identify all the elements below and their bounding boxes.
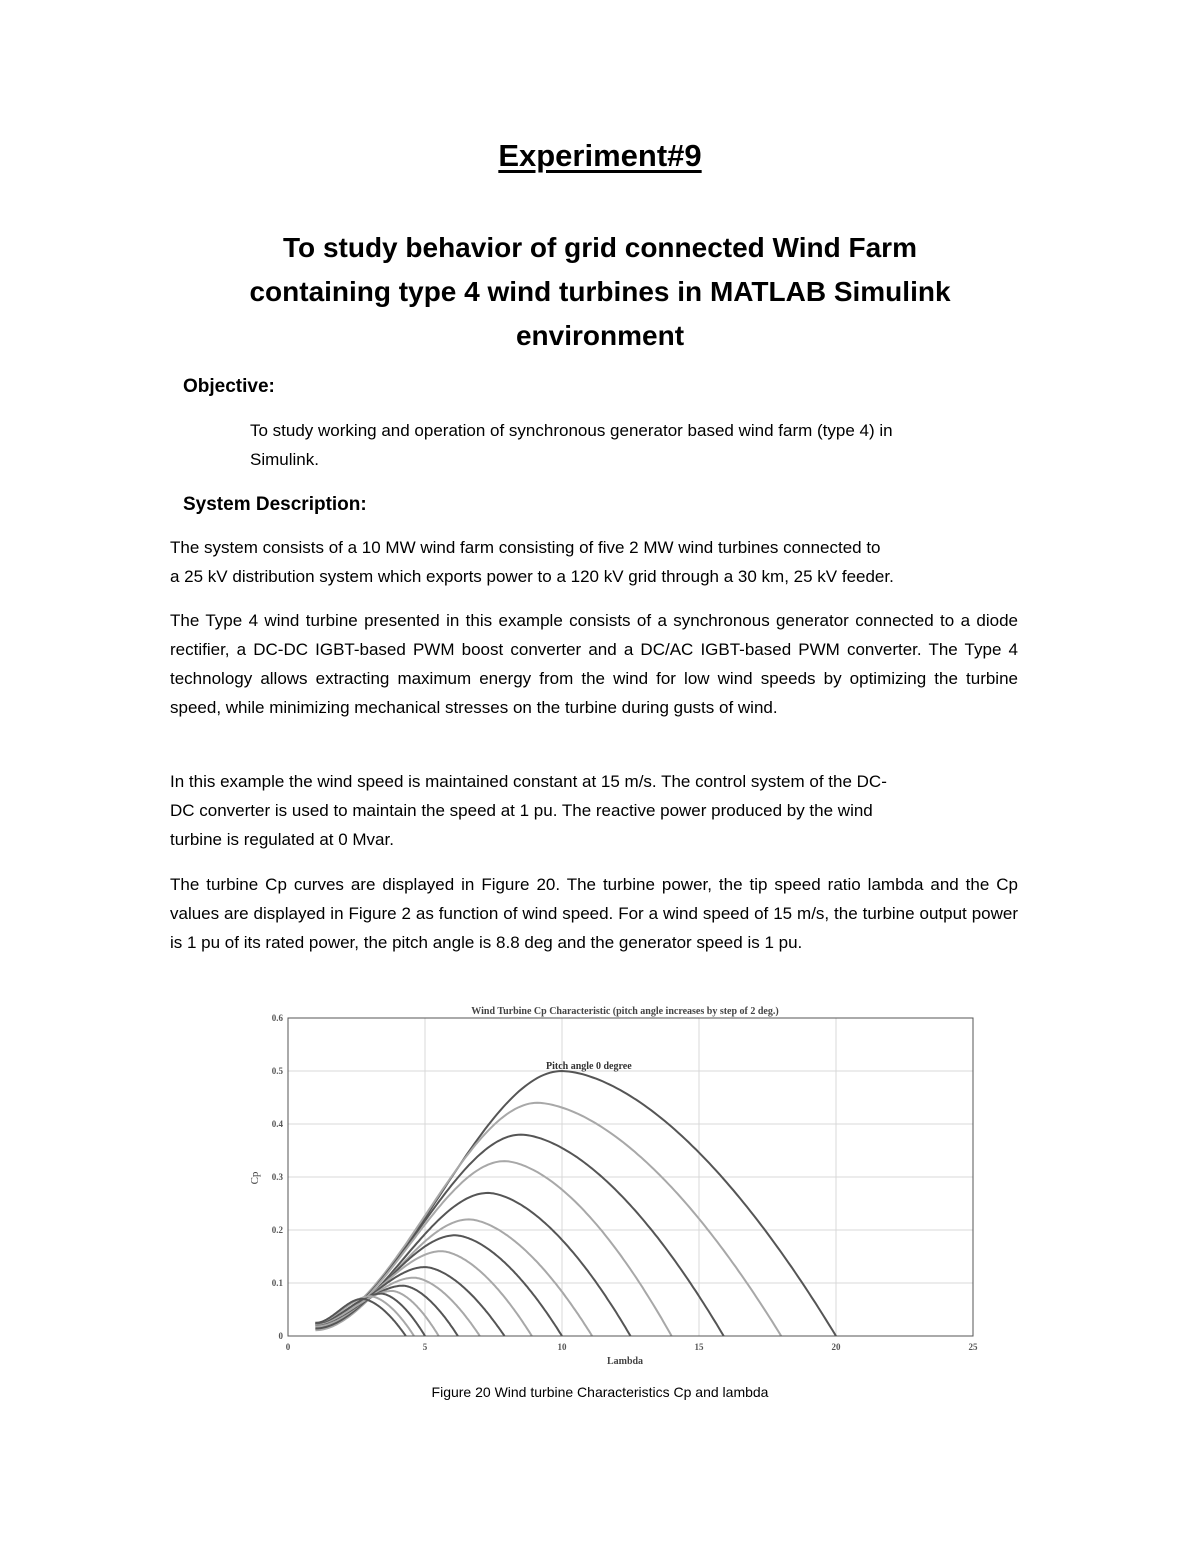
cp-curve-series xyxy=(315,1103,781,1336)
y-tick-label: 0.4 xyxy=(271,1119,283,1129)
x-tick-label: 0 xyxy=(285,1342,291,1352)
x-tick-label: 10 xyxy=(557,1342,567,1352)
system-paragraph-4: The turbine Cp curves are displayed in Figure 20. The turbine power, the tip speed ratio lambda and the Cp values are displayed in Figure 2 as function of wind speed. For a wind speed of 15 m/s, the turbine output power is 1 pu of its rated power, the pitch angle is 8.8 deg and the generator speed is 1 pu. xyxy=(170,875,1018,952)
system-description-heading: System Description: xyxy=(183,494,367,515)
paragraph-line: a 25 kV distribution system which exports power to a 120 kV grid through a 30 km, 25 kV feeder. xyxy=(170,567,894,586)
y-tick-label: 0.6 xyxy=(271,1013,283,1023)
objective-text xyxy=(250,416,1030,474)
paragraph-line: DC converter is used to maintain the speed at 1 pu. The reactive power produced by the wind xyxy=(170,801,873,820)
cp-curve-series xyxy=(315,1251,532,1336)
main-title-line: To study behavior of grid connected Wind Farm xyxy=(283,232,917,263)
paragraph-line: The system consists of a 10 MW wind farm consisting of five 2 MW wind turbines connected to xyxy=(170,538,881,557)
y-tick-label: 0.2 xyxy=(271,1225,283,1235)
cp-curve-series xyxy=(315,1286,458,1336)
main-title-line: environment xyxy=(515,320,685,351)
paragraph-line: turbine is regulated at 0 Mvar. xyxy=(170,830,394,849)
x-tick-label: 15 xyxy=(694,1342,704,1352)
cp-lambda-chart xyxy=(240,996,990,1368)
x-axis-label: Lambda xyxy=(606,1356,644,1367)
paragraph-line: In this example the wind speed is maintained constant at 15 m/s. The control system of the DC- xyxy=(170,772,887,791)
x-tick-label: 25 xyxy=(968,1342,978,1352)
y-tick-label: 0.1 xyxy=(271,1278,283,1288)
main-title xyxy=(0,226,1200,358)
main-title-line: containing type 4 wind turbines in MATLAB Simulink xyxy=(249,276,951,307)
system-paragraph-3 xyxy=(170,767,1018,854)
objective-line: Simulink. xyxy=(250,450,319,469)
chart-title: Wind Turbine Cp Characteristic (pitch angle increases by step of 2 deg.) xyxy=(471,1006,779,1017)
chart-annotation: Pitch angle 0 degree xyxy=(546,1061,632,1072)
figure-caption: Figure 20 Wind turbine Characteristics Cp and lambda xyxy=(431,1384,769,1400)
x-tick-label: 20 xyxy=(831,1342,841,1352)
y-tick-label: 0.5 xyxy=(271,1066,283,1076)
objective-heading: Objective: xyxy=(183,376,275,397)
y-tick-label: 0.3 xyxy=(271,1172,283,1182)
x-tick-label: 5 xyxy=(422,1342,428,1352)
cp-curve-series xyxy=(315,1161,671,1336)
objective-line: To study working and operation of synchronous generator based wind farm (type 4) in xyxy=(250,421,893,440)
system-paragraph-2: The Type 4 wind turbine presented in this example consists of a synchronous generator connected to a diode rectifier, a DC-DC IGBT-based PWM boost converter and a DC/AC IGBT-based PWM converter. The Type 4 technology allows extracting maximum energy from the wind for low wind speeds by optimizing the turbine speed, while minimizing mechanical stresses on the turbine during gusts of wind. xyxy=(170,611,1018,717)
system-paragraph-1 xyxy=(170,533,1018,591)
y-axis-label: Cp xyxy=(249,1171,261,1185)
experiment-title: Experiment#9 xyxy=(498,138,702,173)
y-tick-label: 0 xyxy=(278,1331,283,1341)
